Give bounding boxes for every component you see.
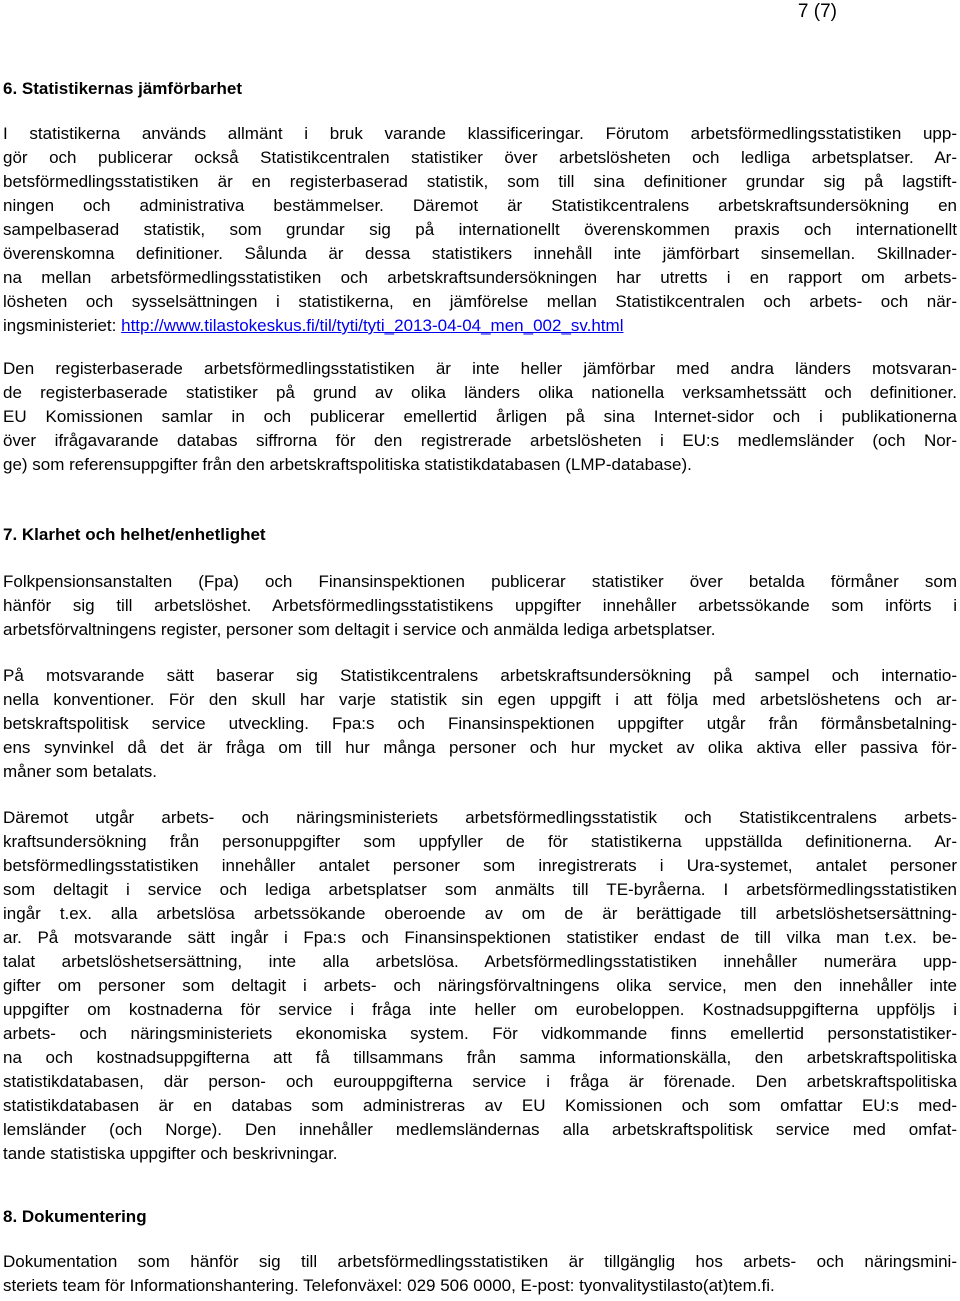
text-line: lösheten och sysselsättningen i statistikerna, en jämförelse mellan Statistikcentralen och arbets- och när- — [3, 292, 957, 311]
text-line: tande statistiska uppgifter och beskrivningar. — [3, 1144, 338, 1163]
text-line: överenskomna definitioner. Sålunda är dessa statistikers innehåll inte jämförbart sinsemellan. Skillnader- — [3, 244, 957, 263]
text-line: På motsvarande sätt baserar sig Statistikcentralens arbetskraftsundersökning på sampel och internatio- — [3, 666, 957, 685]
text-line: na mellan arbetsförmedlingsstatistiken och arbetskraftsundersökningen har utretts i en rapport om arbets- — [3, 268, 957, 287]
text-line: Däremot utgår arbets- och näringsministeriets arbetsförmedlingsstatistik och Statistikcentralens arbets- — [3, 808, 957, 827]
text-line — [3, 314, 957, 338]
text-line: statistikdatabasen är en databas som administreras av EU Komissionen och som omfattar EU:s med- — [3, 1096, 957, 1115]
text-line: Folkpensionsanstalten (Fpa) och Finansinspektionen publicerar statistiker över betalda förmåner som — [3, 572, 957, 591]
text-line: ens synvinkel då det är fråga om till hur många personer och hur mycket av olika aktiva eller passiva för- — [3, 738, 957, 757]
text-line: nella konventioner. För den skull har varje statistik sin egen uppgift i att följa med arbetslöshetens och ar- — [3, 690, 957, 709]
section-6-paragraph-1 — [3, 122, 957, 338]
text-line: kraftsundersökning från personuppgifter som uppfyller de för statistikerna uppställda definitionerna. Ar- — [3, 832, 957, 851]
text-line: betsförmedlingsstatistiken innehåller antalet personer som inregistrerats i Ura-systemet, antalet personer — [3, 856, 957, 875]
section-heading-8: 8. Dokumentering — [3, 1207, 147, 1226]
text-line: gör och publicerar också Statistikcentralen statistiker över arbetslösheten och ledliga arbetsplatser. Ar- — [3, 148, 957, 167]
text-line: ge) som referensuppgifter från den arbetskraftspolitiska statistikdatabasen (LMP-database). — [3, 455, 692, 474]
text-line: ar. På motsvarande sätt ingår i Fpa:s och Finansinspektionen statistiker endast de till vilka man t.ex. be- — [3, 928, 957, 947]
text-line: I statistikerna används allmänt i bruk varande klassificeringar. Förutom arbetsförmedlingsstatistiken upp- — [3, 124, 957, 143]
text-line: betskraftspolitisk service utveckling. Fpa:s och Finansinspektionen uppgifter utgår från förmånsbetalning- — [3, 714, 957, 733]
text-line: ingår t.ex. alla arbetslösa arbetssökande oberoende av om de är berättigade till arbetslöshetsersättning- — [3, 904, 957, 923]
text-line: uppgifter om kostnaderna för service i fråga inte heller om eurobeloppen. Kostnadsuppgifterna uppföljs i — [3, 1000, 957, 1019]
text-line: arbetsförvaltningens register, personer som deltagit i service och anmälda lediga arbetsplatser. — [3, 620, 716, 639]
text-line: Den registerbaserade arbetsförmedlingsstatistiken är inte heller jämförbar med andra länders motsvaran- — [3, 359, 957, 378]
section-heading-7: 7. Klarhet och helhet/enhetlighet — [3, 525, 266, 544]
text-line: de registerbaserade statistiker på grund av olika länders olika nationella verksamhetssätt och definitioner. — [3, 383, 957, 402]
text-line: na och kostnadsuppgifterna att få tillsammans från samma informationskälla, den arbetskraftspolitiska — [3, 1048, 957, 1067]
text-line: hänför sig till arbetslöshet. Arbetsförmedlingsstatistikens uppgifter innehåller arbetssökande som införts i — [3, 596, 957, 615]
text-line: sampelbaserad statistik, som grundar sig på internationellt överenskommen praxis och internationellt — [3, 220, 957, 239]
text-line: lemsländer (och Norge). Den innehåller medlemsländernas alla arbetskraftspolitisk service med omfat- — [3, 1120, 957, 1139]
section-6-paragraph-2 — [3, 357, 957, 477]
section-7-paragraph-1 — [3, 570, 957, 642]
text-line: steriets team för Informationshantering. Telefonväxel: 029 506 0000, E-post: tyonvalitystilasto(at)tem.fi. — [3, 1276, 775, 1295]
text-line: statistikdatabasen, där person- och eurouppgifterna service i fråga är förenade. Den arbetskraftspolitiska — [3, 1072, 957, 1091]
text-line: gifter om personer som deltagit i arbets- och näringsförvaltningens olika service, men den innehåller inte — [3, 976, 957, 995]
link-prefix-text: ingsministeriet: — [3, 316, 122, 335]
section-7-paragraph-3 — [3, 806, 957, 1166]
text-line: Dokumentation som hänför sig till arbetsförmedlingsstatistiken är tillgänglig hos arbets- och näringsmini- — [3, 1252, 957, 1271]
section-8-paragraph-1 — [3, 1250, 957, 1298]
text-line: betsförmedlingsstatistiken är en registerbaserad statistik, som till sina definitioner grundar sig på lagstift- — [3, 172, 957, 191]
text-line: arbets- och näringsministeriets ekonomiska system. För vidkommande finns emellertid personstatistiker- — [3, 1024, 957, 1043]
text-line: talat arbetslöshetsersättning, inte alla arbetslösa. Arbetsförmedlingsstatistiken innehåller numerära upp- — [3, 952, 957, 971]
page-number: 7 (7) — [797, 1, 837, 22]
text-line: ningen och administrativa bestämmelser. Däremot är Statistikcentralens arbetskraftsundersökning en — [3, 196, 957, 215]
text-line: över ifrågavarande databas siffrorna för den registrerade arbetslösheten i EU:s medlemsländer (och Nor- — [3, 431, 957, 450]
section-heading-6: 6. Statistikernas jämförbarhet — [3, 79, 243, 98]
statistics-report-link[interactable]: http://www.tilastokeskus.fi/til/tyti/tyti_2013-04-04_men_002_sv.html — [121, 316, 624, 335]
section-7-paragraph-2 — [3, 664, 957, 784]
text-line: måner som betalats. — [3, 762, 158, 781]
text-line: EU Komissionen samlar in och publicerar emellertid årligen på sina Internet-sidor och i publikationerna — [3, 407, 957, 426]
text-line: som deltagit i service och lediga arbetsplatser som anmälts till TE-byråerna. I arbetsförmedlingsstatistiken — [3, 880, 957, 899]
